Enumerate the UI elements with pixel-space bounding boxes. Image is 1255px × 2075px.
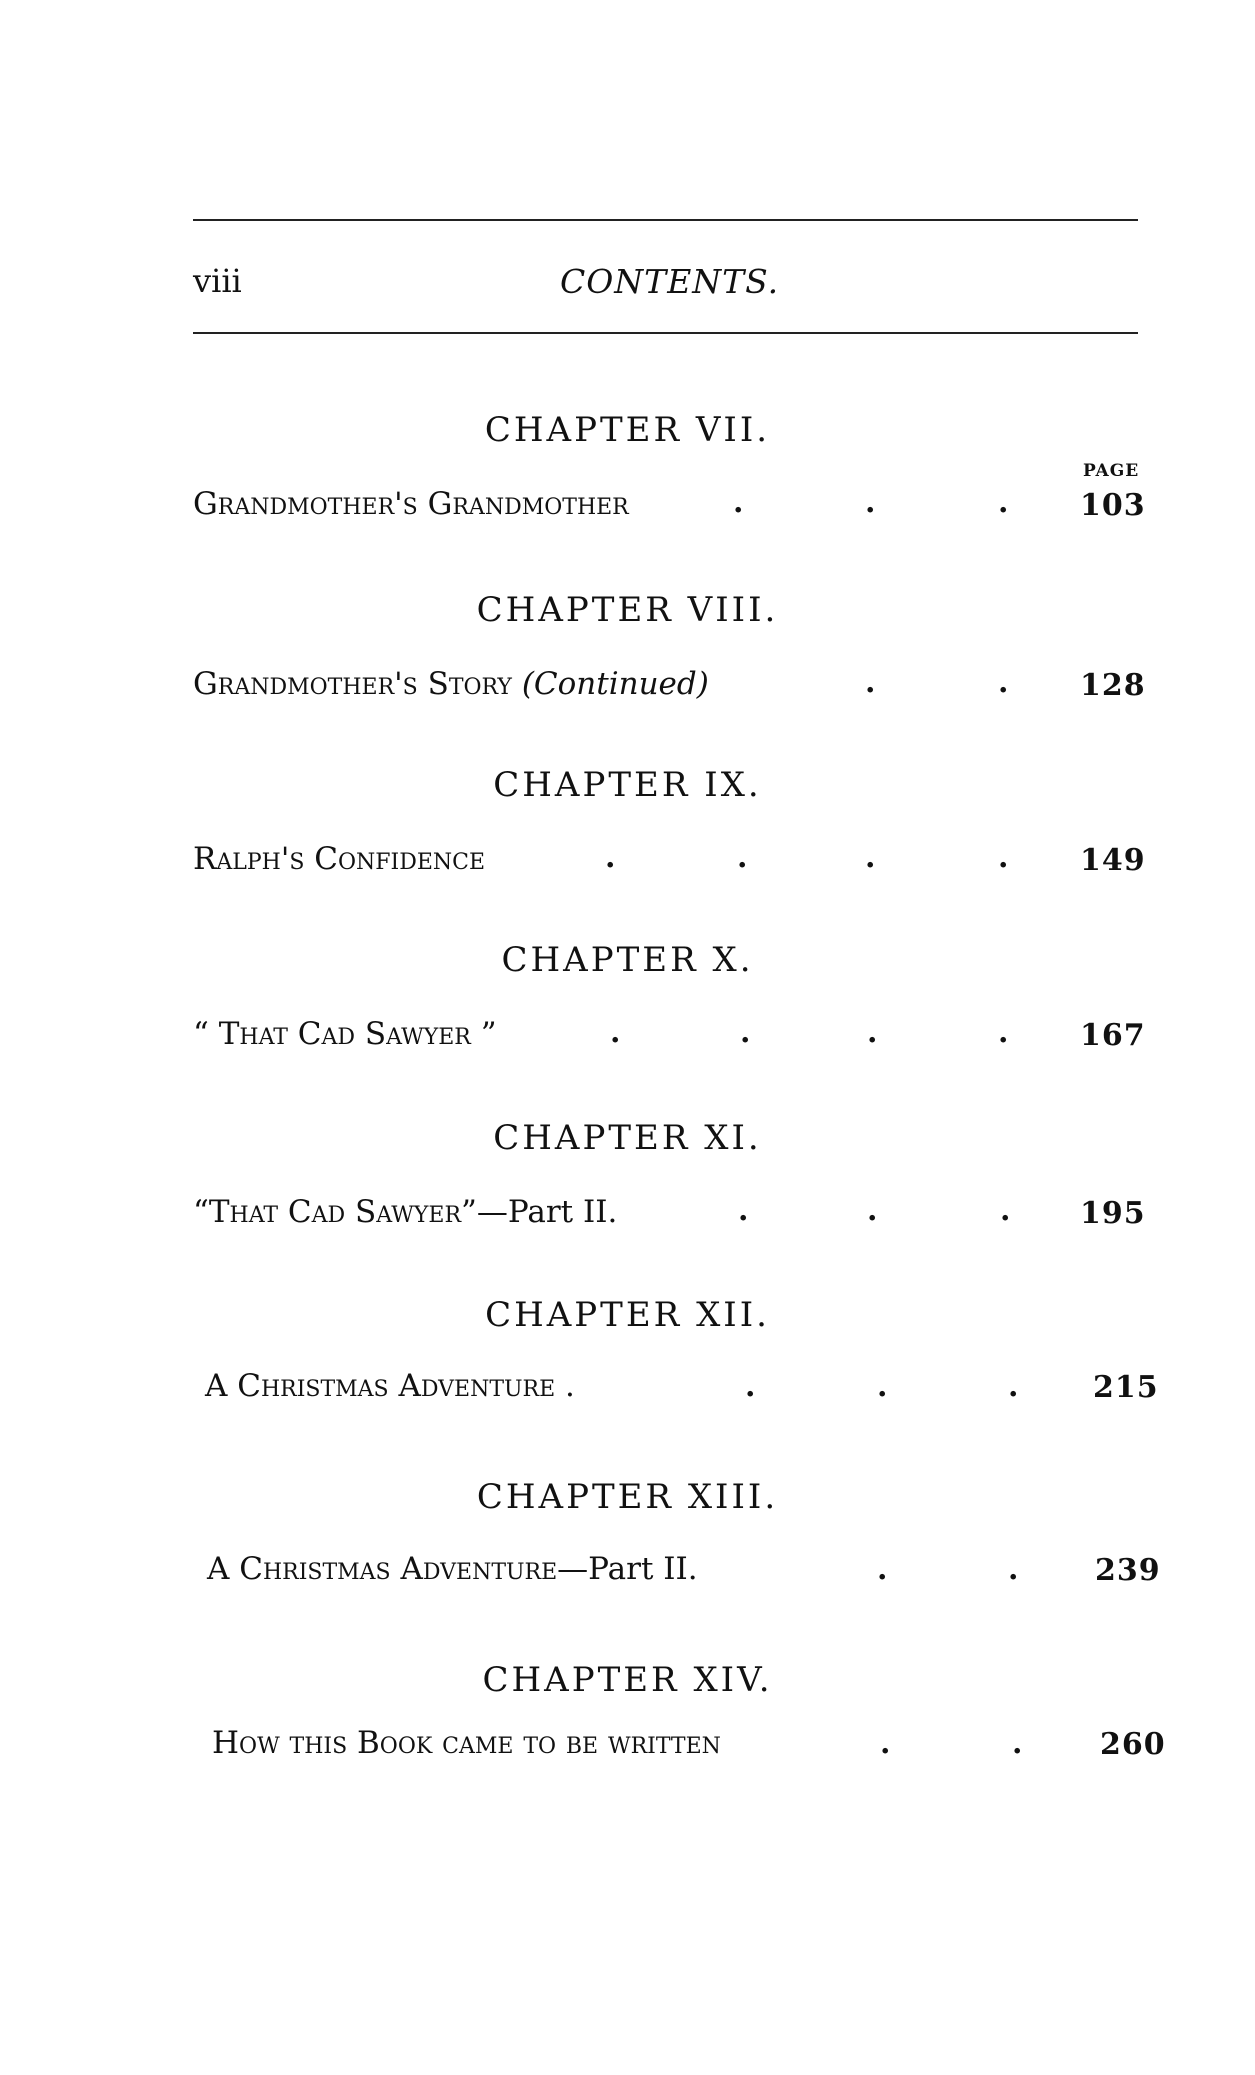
chapter-heading: CHAPTER VII. xyxy=(484,410,771,450)
chapter-title: Ralph's Confidence xyxy=(193,841,486,877)
chapter-page: 260 xyxy=(1100,1727,1166,1762)
leader-dot: . xyxy=(737,840,748,875)
leader-dot: . xyxy=(867,1193,878,1228)
chapter-title: How this Book came to be written xyxy=(212,1725,721,1761)
chapter-heading: CHAPTER XI. xyxy=(493,1118,762,1158)
chapter-heading: CHAPTER XIV. xyxy=(482,1660,773,1700)
chapter-title: A Christmas Adventure . xyxy=(205,1368,575,1404)
chapter-page: 103 xyxy=(1080,488,1146,523)
chapter-heading: CHAPTER VIII. xyxy=(476,590,779,630)
leader-dot: . xyxy=(1012,1726,1023,1761)
leader-dot: . xyxy=(733,485,744,520)
leader-dot: . xyxy=(998,665,1009,700)
chapter-title: Grandmother's Grandmother xyxy=(193,486,629,522)
leader-dot: . xyxy=(745,1369,756,1404)
chapter-page: 167 xyxy=(1080,1018,1146,1053)
chapter-heading: CHAPTER XIII. xyxy=(476,1477,779,1517)
page-number: viii xyxy=(193,262,242,300)
chapter-heading: CHAPTER IX. xyxy=(493,765,762,805)
chapter-title: “That Cad Sawyer”—Part II. xyxy=(193,1194,618,1230)
leader-dot: . xyxy=(865,485,876,520)
leader-dot: . xyxy=(998,1015,1009,1050)
chapter-heading: CHAPTER X. xyxy=(501,940,754,980)
running-title: CONTENTS. xyxy=(560,262,780,301)
chapter-page: 239 xyxy=(1095,1553,1161,1588)
leader-dot: . xyxy=(867,1015,878,1050)
chapter-page: 195 xyxy=(1080,1196,1146,1231)
leader-dot: . xyxy=(998,485,1009,520)
leader-dot: . xyxy=(865,665,876,700)
chapter-title: A Christmas Adventure—Part II. xyxy=(207,1551,698,1587)
leader-dot: . xyxy=(605,840,616,875)
chapter-title: Grandmother's Story (Continued) xyxy=(193,666,709,702)
leader-dot: . xyxy=(877,1552,888,1587)
leader-dot: . xyxy=(1008,1369,1019,1404)
page-column-label: PAGE xyxy=(1083,461,1140,481)
leader-dot: . xyxy=(998,840,1009,875)
chapter-page: 128 xyxy=(1080,668,1146,703)
leader-dot: . xyxy=(1008,1552,1019,1587)
leader-dot: . xyxy=(880,1726,891,1761)
header-rule-top xyxy=(193,219,1138,221)
leader-dot: . xyxy=(610,1015,621,1050)
leader-dot: . xyxy=(738,1193,749,1228)
leader-dot: . xyxy=(877,1369,888,1404)
header-rule-bottom xyxy=(193,332,1138,334)
leader-dot: . xyxy=(1000,1193,1011,1228)
chapter-title: “ That Cad Sawyer ” xyxy=(193,1016,497,1052)
chapter-page: 215 xyxy=(1093,1370,1159,1405)
chapter-heading: CHAPTER XII. xyxy=(485,1295,770,1335)
leader-dot: . xyxy=(865,840,876,875)
chapter-page: 149 xyxy=(1080,843,1146,878)
leader-dot: . xyxy=(740,1015,751,1050)
